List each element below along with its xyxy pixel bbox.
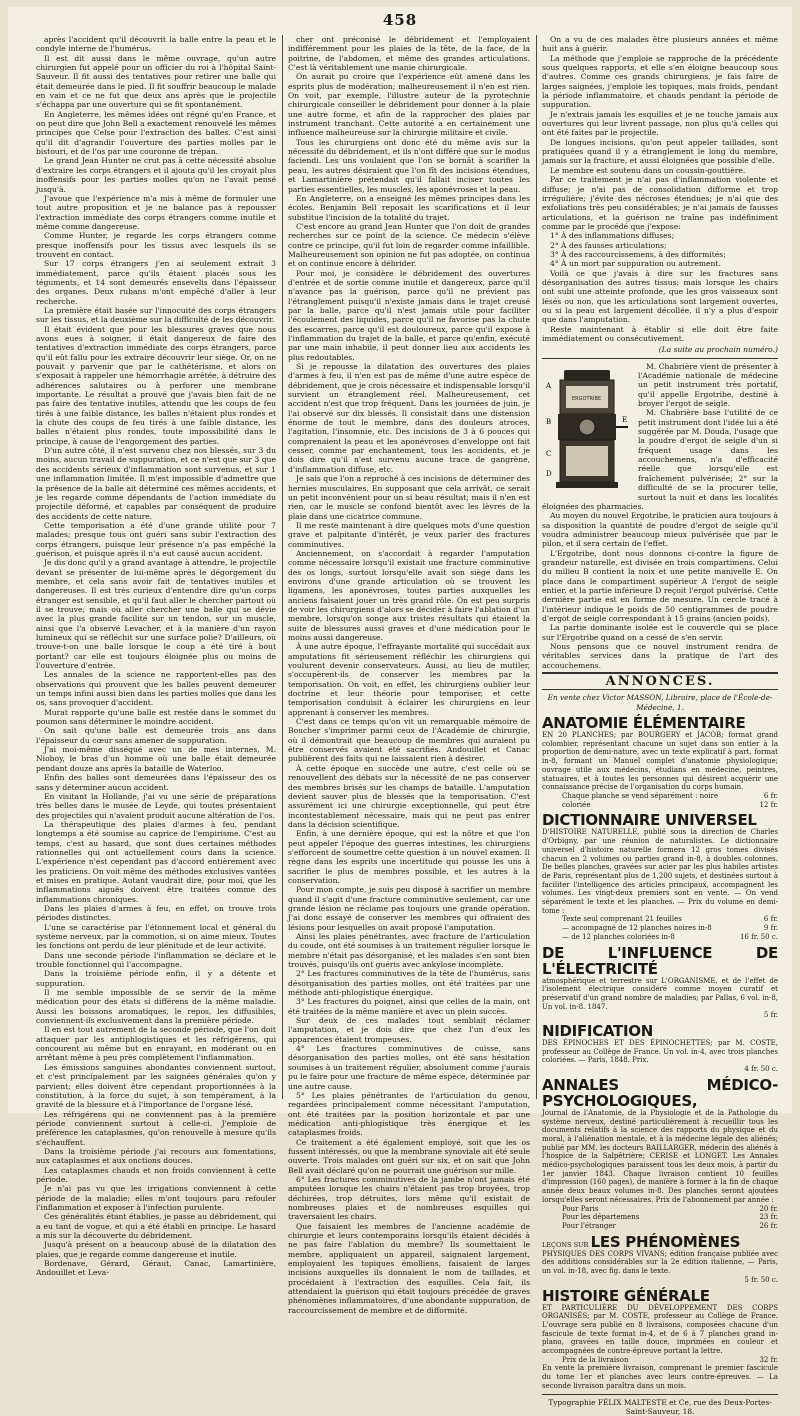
ad-title: HISTOIRE GÉNÉRALE [542,1286,710,1305]
price-label: Chaque planche se vend séparément : noire [562,791,719,800]
figure-label-a: A [546,381,552,390]
advertisement [542,715,778,809]
price-row [542,801,778,810]
figure-label-d: D [546,469,552,478]
ad-body: atmosphérique et terrestre sur L'ORGANISME, et de l'effet de l'isolement électrique considéré comme moyen curatif et préservatif d'un grand nombre de maladies; par Pallas, 6 vol. in-8, Un vol. in-8. 1847. [542,976,778,1011]
price-label: Pour l'étranger [562,1222,616,1230]
ergotribe-paragraph: Nous pensons que ce nouvel instrument rendra de véritables services dans la pratique de l'art des accouchemens. [542,642,778,670]
article-paragraph: La première était basée sur l'innocuité des corps étrangers sur les tissus, et la deuxième sur la difficulté de les découvrir. [36,305,276,325]
article-paragraph: 6° Les fractures comminutives de la jambe n'ont jamais été amputées lorsque les chairs n'étaient pas trop broyées, trop déchirées, trop détruites, lors même qu'il existait de nombreuses plaies et de nombreuses esquilles qui traversaient les chairs. [288,1174,530,1222]
article-paragraph: On sait qu'une balle est demeurée trois ans dans l'épaisseur du cœur sans amener de suppuration. [36,726,276,745]
ad-title: ANATOMIE ÉLÉMENTAIRE [542,714,746,733]
ad-title: DE L'INFLUENCE DE L'ÉLECTRICITÉ [542,943,778,978]
article-paragraph: Il était évident que pour les blessures graves que nous avons eues à soigner, il était dangereux de faire des tentatives d'extraction immédiate des corps étrangers, parce qu'il eût fallu pour les extraire découvrir leur siège. Or, on ne pouvait y parvenir que par le cathétérisme, et alors on s'exposait à rappeler une hémorrhagie arrêtée, à détruire des adhérences salutaires ou à perforer une membrane importante. Le résultat a prouvé que j'avais bien fait de ne pas faire des tentative inutiles, attendu que les coups de feu tirés à une faible distance, les balles n'étaient plus rondes et la chute des coups de feu tirés à une faible distance, les balles n'étaient plus rondes, toute impossibilité dans le principe, à cause de l'engorgement des parties. [36,324,276,446]
article-paragraph: La méthode que j'emploie se rapproche de la précédente sous quelques rapports, et elle s'en éloigne beaucoup sous d'autres. Comme ces grands chirurgiens, je fais faire de larges saignées, j'emploie les topiques, mais froids, pendant la période inflammatoire, et chauds pendant la période de suppuration. [542,53,778,110]
price-label: Prix de la livraison [562,1355,629,1364]
article-paragraph: Tous les chirurgiens ont donc été du même avis sur la nécessité du débridement, et ils n'ont différé que sur le modus faciendi. Les uns voulaient que l'on se bornât à scarifier la peau, les autres désiraient que l'on fît des incisions étendues, et Lamartinière prétendait qu'il fallait inciser toutes les parties essentielles, les muscles, les aponévroses et la peau. [288,137,530,194]
ad-title: NIDIFICATION [542,1022,653,1041]
article-paragraph: La thérapeutique des plaies d'armes à feu, pendant longtemps a été soumise au caprice de l'empirisme. C'est au temps, c'est au hasard, que sont dues certaines méthodes rationnelles qui ont actuellement cours dans la science. L'expérience n'est cependant pas d'accord entièrement avec les praticiens. On voit même des méthodes exclusives vantées et mises en pratique. Autant vaudrait dire, pour moi, que les inflammations aiguës doivent être traitées comme des inflammations chroniques. [36,819,276,904]
article-paragraph: C'est dans ce temps qu'on vit un remarquable mémoire de Boucher s'imprimer parmi ceux de l'Académie de chirurgie, où il démontrait que beaucoup de membres qui auraient pu être conservés avaient été sacrifiés. Andouillet et Canac publièrent des faits qui ne laissaient rien à désirer. [288,717,530,764]
column-3 [542,35,778,1416]
price-value: 5 fr. 50 c. [744,1275,778,1284]
annonces-intro: En vente chez Victor MASSON, Libraire, place de l'École-de-Médecine, 1. [547,693,773,712]
article-paragraph: Il me semble impossible de se servir de la même médication pour des états si différens de la même maladie. Aussi les boissons aromatiques, le repos, les diffusibles, conviennent-ils exclusivement dans la première période. [36,988,276,1026]
price-value: 12 fr. [759,800,778,809]
article-paragraph: Je n'ai pas vu que les irrigations conviennent à cette période de la maladie; elles m'ont toujours paru refouler l'inflammation et exposer à l'infection purulente. [36,1184,276,1212]
ad-body: ET PARTICULIÈRE DU DÉVELOPPEMENT DES CORPS ORGANISÉS; par M. COSTE, professeur au Collège de France. L'ouvrage sera publié en 8 livraisons, composées chacune d'un fascicule de texte format in-4, et de 6 à 7 planches grand in-plano, gravées en taille douce, imprimées en couleur et accompagnées de contre-épreuve portant la lettre. [542,1303,778,1356]
article-paragraph: D'un autre côté, il n'est survenu chez nos blessés, sur 3 du moins, aucun travail de suppuration, et ce n'est que sur 3 que des accidents sérieux d'inflammation sont survenus, et sur 1 une inflammation limitée. Il m'est impossible d'admettre que la présence de la balle ait déterminé ces mêmes accidents, et je les regarde comme dépendants de l'action immédiate du projectile déformé, et capables par conséquent de produire des accidents de cette nature. [36,446,276,521]
price-row [542,933,778,942]
article-paragraph: À une autre époque, l'effrayante mortalité qui succédait aux amputations fit sérieusement réfléchir les chirurgiens qui voulurent devenir conservateurs. Aussi, au lieu de mutiler, s'occupèrent-ils de conserver les membres par la temporisation. On voit, en effet, les chirurgiens oublier leur doctrine et leur théorie pour temporiser, et cette temporisation conduisit à éclairer les chirurgiens en leur apprenant à conserver les membres. [288,642,530,717]
column-2 [288,35,530,1315]
article-paragraph: Bordenave, Gérard, Géraut, Canac, Lamartinière, Andouillet et Leva- [36,1259,276,1278]
advertisement [542,1077,778,1231]
advertisement [542,945,778,1021]
article-paragraph: En Angleterre, on a enseigné les mêmes principes dans les écoles. Benjamin Bell reposait les scarifications et il leur substitue l'incision de la totalité du trajet. [288,193,530,222]
article-paragraph: Dans les plaies d'armes à feu, en effet, on trouve trois périodes distinctes. [36,903,276,923]
price-row [542,1356,778,1365]
figure-label-b: B [546,417,552,426]
article-paragraph: Que faisaient les membres de l'ancienne académie de chirurgie et leurs contemporains lorsqu'ils étaient décidés à ne pas faire l'ablation du membre? Ils soumettaient le membre, appliquaient un appareil, saignaient largement, employaient les topiques émolliens, faisaient de larges incisions auxquelles ils donnaient le nom de taillades, et procédaient à l'extraction des esquilles. Cela fait, ils attendaient la guérison qui était toujours précédée de graves phénomènes inflammatoires, d'une abondante suppuration, de raccourcissement de membre et de difformité. [288,1221,530,1315]
article-paragraph: Ces généralités étant établies, je passe au débridement, qui a eu tant de vogue, et qui a été établi en principe. Le hasard a mis sur la découverte du débridement. [36,1212,276,1240]
price-label: Pour les départemens [562,1213,640,1222]
divider [542,689,778,690]
price-value: 26 fr. [759,1222,778,1230]
ergotribe-paragraph: M. Chabrière vient de présenter à l'Académie nationale de médecine un petit instrument très portatif, qu'il appelle Ergotribe, destiné à broyer l'ergot de seigle. [638,361,778,409]
article-paragraph: Il est dit aussi dans le même ouvrage, qu'un autre chirurgien fut appelé pour un officier du roi à l'hôpital Saint-Sauveur. Il fit aussi des tentatives pour retirer une balle qui était demeurée dans le pied. Il fit souffrir beaucoup le malade en vain et ce ne fut que deux ans après que le projectile s'échappa par une ouverture qui se fit spontanément. [36,53,276,110]
ad-title: DICTIONNAIRE UNIVERSEL [542,811,757,830]
article-paragraph: cher ont préconisé le débridement et l'employaient indifféremment pour les plaies de la tête, de la face, de la poitrine, de l'abdomen, et même des grandes articulations. C'est là véritablement une manie chirurgicale. [288,35,530,73]
price-label: Texte seul comprenant 21 feuilles [562,915,682,924]
article-paragraph: Pour mon compte, je suis peu disposé à sacrifier un membre quand il s'agit d'une fracture comminutive seulement, car une grande lésion ne réclame pas toujours une grande opération. J'ai donc essayé de conserver les membres qui offraient des lésions pour lesquelles on avait proposé l'amputation. [288,885,530,932]
article-paragraph: Le grand Jean Hunter ne crut pas à cette nécessité absolue d'extraire les corps étrangers et il ajouta qu'il les croyait plus inoffensifs pour les parties molles qu'on ne l'avait pensé jusqu'à. [36,156,276,194]
ergotribe-article [542,362,778,670]
article-paragraph: Le membre est soutenu dans un coussin-gouttière. [550,165,746,175]
price-value: 20 fr. [759,1204,778,1213]
article-paragraph: Les cataplasmes chauds et non froids conviennent à cette période. [36,1165,276,1184]
ergotribe-paragraph: La partie dominante isolée est le couvercle qui se place sur l'Ergotribe quand on a cessé de s'en servir. [542,623,778,642]
article-paragraph: Les réfrigérens qui ne conviennent pas à la première période conviennent surtout à celle-ci. J'emploie de préférence les cataplasmes, qu'on renouvelle à mesure qu'ils s'échauffent. [36,1109,276,1147]
article-paragraph: Sur 17 corps étrangers j'en ai seulement extrait 3 immédiatement, parce qu'ils étaient placés sous les téguments, et 14 sont demeurés ensevelis dans l'épaisseur des organes. Deux rubans m'ont empêché d'aller à leur recherche. [36,259,276,306]
article-paragraph: On aurait pu croire que l'expérience eût amené dans les esprits plus de modération; malheureusement il n'en est rien. On voit, par exemple, l'illustre auteur de la pyrotechnie chirurgicale conseiller le débridement pour donner à la plaie une autre forme, et afin de la rapprocher des plaies par instrument tranchant. Cette autorité a en certainement une influence malheureuse sur la chirurgie militaire et civile. [288,72,530,138]
article-paragraph: Cette temporisation a été d'une grande utilité pour 7 malades; presque tous ont guéri sans subir l'extraction des corps étrangers, puisque leur présence n'a pas empêché la guérison, et puisque après il n'a eut causé aucun accident. [36,520,276,558]
article-paragraph: 3° À des raccourcissemens, à des difformités; [550,249,726,259]
price-label: — de 12 planches coloriées in-8 [562,932,675,941]
ergotribe-paragraph: L'Ergotribe, dont nous donnons ci-contre la figure de grandeur naturelle, est divisée en trois compartimens. Celui du milieu B contient la noix et une petite manivelle E. On place dans le compartiment supérieur A l'ergot de seigle entier, et la partie inférieure D reçoit l'ergot pulvérisé. Cette dernière partie est en forme de mesure. Un cercle tracé à l'intérieur indique le poids de 50 centigrammes de poudre d'ergot de seigle correspondant à 15 grains (ancien poids). [542,548,778,623]
column-rule [282,35,283,1099]
ad-body: Journal de l'Anatomie, de la Physiologie et de la Pathologie du système nerveux, destiné particulièrement à recueillir tous les documents relatifs à la science des rapports du physique et du moral, à l'aliénation mentale, et à la médecine légale des aliénés; publié par MM. les docteurs BAILLARGER, médecin des aliénés à l'hospice de la Salpêtrière; CERISE et LONGET. Les Annales médico-psychologiques paraissent tous les deux mois, à partir du 1er janvier 1843. Chaque livraison contient 10 feuilles d'impression (160 pages), de manière à former à la fin de chaque année deux beaux volumes in-8. Des planches seront ajoutées lorsqu'elles seront nécessaires. Prix de l'abonnement par année : [542,1108,778,1204]
article-paragraph: 4° À un mort par suppuration ou autrement. [550,259,721,269]
price-value: 5 fr. [763,1011,778,1020]
continued-note: (La suite au prochain numéro.) [658,345,778,355]
price-value: 23 fr. [759,1213,778,1222]
advertisements [542,715,778,1390]
ergotribe-paragraph: Au moyen du nouvel Ergotribe, le praticien aura toujours à sa disposition la quantité de poudre d'ergot de seigle qu'il voudra administrer beaucoup mieux pulvérisée que par le pilon, et il sera certain de l'effet. [542,511,778,549]
ergotribe-illustration [542,364,632,492]
figure-caption: ERGOTRIBE [572,395,602,402]
newspaper-page [8,7,792,1416]
ad-body: DES ÉPINOCHES ET DES ÉPINOCHETTES; par M. COSTE, professeur au Collège de France. Un vol. in-4, avec trois planches coloriées. — Paris, 1848. Prix. [542,1039,778,1065]
article-paragraph: Voilà ce que j'avais à dire sur les fractures sans désorganisation des autres tissus; mais lorsque les chairs ont subi une atteinte profonde, que les gros vaisseaux sont lésés ou non, que les articulations sont largement ouvertes, ou si la peau est largement décollée, il n'y a plus d'espoir que dans l'amputation. [542,268,778,325]
price-value: 4 fr. 50 c. [744,1065,778,1074]
article-paragraph: Jusqu'à présent on a beaucoup abusé de la dilatation des plaies, que je regarde comme dangereuse et inutile. [36,1240,276,1259]
article-paragraph: Dans une seconde période l'inflammation se déclare et le trouble fonctionnel qui l'accompagne. [36,950,276,970]
article-paragraph: Sur deux de ces malades tout semblait réclamer l'amputation, et je dois dire que chez l'un d'eux les apparences étaient trompeuses. [288,1016,530,1044]
price-row [542,1213,778,1222]
price-value: 32 fr. [759,1355,778,1364]
article-paragraph: Par ce traitement je n'ai pas d'inflammation violente et diffuse; je n'ai pas de consolidation difforme et trop irrégulière; j'évite des nécroses étendues; je n'ai que des exfoliations très peu considérables; je n'ai jamais de fausses articulations, et la guérison ne traîne pas indéfiniment comme par le procédé que j'expose: [542,175,778,231]
article-paragraph: Je sais que l'on a reproché à ces incisions de déterminer des hernies musculaires. En supposant que cela arrivât, ce serait un petit inconvénient pour un si beau résultat; mais il n'en est rien, car le muscle se confond bientôt avec les lèvres de la plaie dans une cicatrice commune. [288,474,530,521]
article-paragraph: Les annales de la science ne rapportent-elles pas des observations qui prouvent que les balles peuvent demeurer un temps infini aussi bien dans les parties molles que dans les os, sans provoquer d'accident. [36,670,277,708]
article-paragraph: Il me reste maintenant à dire quelques mots d'une question grave et palpitante d'intérêt, je veux parler des fractures comminutives. [288,520,530,549]
article-paragraph: Pour moi, je considère le débridement des ouvertures d'entrée et de sortie comme inutile et dangereux, parce qu'il n'avance pas la guérison, parce qu'il ne prévient pas l'étranglement puisqu'il n'existe jamais dans le trajet creusé par la balle, parce qu'il n'est jamais utile pour faciliter l'écoulement des liquides, parce qu'il ne favorise pas la chute des escarres, parce qu'il est douloureux, parce qu'il expose à l'inflammation du trajet de la balle, et parce qu'enfin, exécuté par une main inhabile, il peut donner lieu aux accidents les plus redoutables. [288,268,530,362]
price-value: 9 fr. [763,924,778,933]
article-paragraph: On a vu de ces malades être plusieurs années et même huit ans à guérir. [542,35,778,54]
price-row [542,1011,778,1020]
advertisement [542,1288,778,1391]
article-paragraph: De longues incisions, qu'on peut appeler taillades, sont pratiquées quand il y a étranglement le long du membre, jamais sur la fracture, et aussi éloignées que possible d'elle. [542,137,778,166]
ad-prefix: LEÇONS SUR [542,1240,589,1249]
ad-body: D'HISTOIRE NATURELLE, publié sous la direction de Charles d'Orbigny, par une réunion de naturalistes. Le dictionnaire universel d'histoire naturelle formera 12 gros tomes divisés chacun en 2 volumes ou parties grand in-8, à doubles colonnes. De belles planches, gravées sur acier par les plus habiles artistes de Paris, représentant plus de 1,200 sujets, et destinées surtout à faciliter l'intelligence des articles principaux, accompagnent les volumes. Les vingt-deux premiers sont en vente. — On vend séparément le texte et les planches. — Prix du volume en demi-tome : [542,828,778,915]
price-value: 6 fr. [763,791,778,800]
ergotribe-paragraph: M. Chabrière base l'utilité de ce petit instrument dont l'idée lui a été suggérée par M. Douda, l'usage que la poudre d'ergot de seigle d'un si fréquent usage dans les accouchemens, n'a d'efficacité réelle que lorsqu'elle est fraîchement pulvérisée; 2° sur la difficulté de se la procurer telle, surtout la nuit et dans les localités éloignées des pharmacies. [542,408,778,511]
article-paragraph: Reste maintenant à établir si elle doit être faite immédiatement ou consécutivement. [542,324,778,343]
article-paragraph: Anciennement, on s'accordait à regarder l'amputation comme nécessaire lorsqu'il existait une fracture comminutive des os longs, surtout lorsqu'elle avait son siège dans les environs d'une grande articulation où se trouvent les ligamens, les aponévroses, toutes parties auxquelles les anciens faisaient jouer un très grand rôle. On est peu surpris de voir les chirurgiens d'alors se décider à faire l'ablation d'un membre, lorsqu'on songe aux tristes résultats qui étaient la suite de blessures aussi graves et d'une médication pour le moins aussi dangereuse. [288,548,530,642]
ad-tail: En vente la première livraison, comprenant le premier fascicule du tome 1er et planches avec leurs contre-épreuves. — La seconde livraison paraîtra dans un mois. [542,1364,778,1390]
price-label: — accompagné de 12 planches noires in-8 [562,924,712,933]
advertisement [542,1023,778,1074]
article-paragraph: J'avoue que l'expérience m'a mis à même de formuler une tout autre proposition et je ne balance pas à repousser l'extraction immédiate des corps étrangers comme inutile et même comme dangereuse. [36,193,276,231]
price-row [542,1065,778,1074]
column-rule [536,35,537,1099]
article-paragraph: 3° Les fractures du poignet, ainsi que celles de la main, ont été traitées de la même manière et avec un plein succès. [288,997,530,1016]
article-paragraph: 1° À des inflammations diffuses; [550,231,675,241]
figure-label-e: E [622,415,628,424]
article-paragraph: J'ai moi-même disséqué avec un de mes internes, M. Nioboy, le bras d'un homme où une balle était demeurée pendant douze ans après la bataille de Waterloo. [36,745,276,773]
article-paragraph: Les émissions sanguines abondantes conviennent surtout, et c'est principalement par les saignées générales qu'on y parvient; elles doivent être cependant proportionnées à la constitution, à la force du sujet, à son tempérament, à la gravité de la blessure et à l'importance de l'organe lésé. [36,1062,276,1110]
price-value: 6 fr. [763,915,778,924]
price-row [542,1205,778,1214]
annonces-title: ANNONCES. [605,674,715,690]
price-label: coloriée [562,800,591,809]
article-paragraph: Dans la troisième période j'ai recours aux fomentations, aux cataplasmes et aux onctions douces. [36,1146,276,1166]
article-paragraph: En visitant la Hollande, j'ai vu une série de préparations très belles dans le musée de Leyde, qui toutes présentaient des projectiles qui n'avaient produit aucune altération de l'os. [36,791,276,820]
divider [542,1394,778,1395]
price-row [542,915,778,924]
article-paragraph: Ce traitement a été également employé, soit que les os fussent intéressés, ou que la membrane synoviale ait été seule ouverte. Trois malades ont guéri sur six, et on sait que John Bell avait déclaré qu'on ne pourrait une guérison sur mille. [288,1137,530,1175]
article-paragraph: C'est encore au grand Jean Hunter que l'on doit de grandes recherches sur ce point de la science. Ce médecin s'élève contre ce principe, qu'il fut loin de regarder comme infaillible. Malheureusement son opinion ne fut pas adoptée, on continua et on continue encore à débrider. [288,221,530,269]
price-row [542,1222,778,1231]
article-paragraph: Si je repousse la dilatation des ouvertures des plaies d'armes à feu, il n'en est pas de même d'une autre espèce de débridement, que je crois nécessaire et indispensable lorsqu'il survient un étranglement réel. Malheureusement, cet accident n'est que trop fréquent. Dans les journées de juin, je l'ai observé sur dix blessés. Il consistait dans une distension énorme de tout le membre, dans des douleurs atroces, l'agitation, l'insomnie, etc. Des incisions de 3 à 6 pouces qui comprenaient la peau et les aponévroses d'enveloppe ont fait cesser, comme par enchantement, tous les accidents, et je dois dire qu'il n'est survenu aucune trace de gangrène, d'inflammation diffuse, etc. [288,362,530,474]
article-paragraph: À cette époque en succède une autre, c'est celle où se renouvellent des débats sur la nécessité de ne pas conserver des membres brisés sur les champs de bataille. L'amputation devient sauver plus de blessés que la temporisation. C'est assurément ici une chirurgie exceptionnelle, qui peut être incontestablement nécessaire, mais qui ne peut pas entrer dans la décision scientifique. [288,763,530,829]
article-conclusion [542,35,778,343]
article-paragraph: 2° Les fractures comminutives de la tête de l'humérus, sans désorganisation des parties molles, ont été traitées par une méthode anti-phlogistique énergique. [288,969,530,998]
article-paragraph: 5° Les plaies pénétrantes de l'articulation du genou, regardées principalement comme nécessitant l'amputation, ont été traitées par la position horizontale et par une médication anti-phlogistique très énergique et les cataplasmes froids. [288,1090,530,1138]
ad-body: EN 20 PLANCHES; par BOURGERY et JACOB; format grand colombier, représentant chacune un sujet dans son entier à la proportion de demi-nature, avec un texte explicatif à part, format in-8, formant un Manuel complet d'anatomie physiologique; ouvrage utile aux médecins, étudians en médecine, peintres, statuaires, et à toutes les personnes qui désirent acquérir une connaissance précise de l'organisation du corps humain. [542,731,778,792]
price-row [542,1276,778,1285]
column-1 [36,35,277,1278]
price-value: 16 fr. 50 c. [739,932,778,941]
ad-title: ANNALES MÉDICO-PSYCHOLOGIQUES, [542,1075,778,1110]
page-number: 458 [382,11,418,29]
divider [542,358,778,359]
imprint: Typographie FÉLIX MALTESTE et Ce, rue des Deux-Portes-Saint-Sauveur, 18. [548,1397,772,1416]
article-paragraph: En Angleterre, les mêmes idées ont régné qu'en France, et on peut dire que John Bell a exactement renouvelé les mêmes principes que Celse pour l'extraction des balles. C'est ainsi qu'il dit d'agrandir l'ouverture des parties molles par le bistouri, et de l'os par une couronne de trépan. [36,109,276,157]
article-paragraph: L'une se caractérise par l'étonnement local et général du système nerveux, par la commotion, si on aime mieux. Toutes les fonctions ont perdu de leur plénitude et de leur activité. [36,922,276,951]
article-paragraph: après l'accident qu'il découvrit la balle entre la peau et le condyle interne de l'humérus. [36,35,276,54]
article-paragraph: Murat rapporte qu'une balle est restée dans le sommet du poumon sans déterminer le moindre accident. [36,707,276,727]
price-row [542,924,778,933]
figure-label-c: C [546,449,552,458]
advertisement [542,812,778,941]
ad-title: LES PHÉNOMÈNES [590,1232,741,1251]
article-paragraph: Il en est tout autrement de la seconde période, que l'on doit attaquer par les antiphlogistiques et les réfrigérens, qui concourent au même but en enrayant, en modérant ou en arrêtant même à peu près complètement l'inflammation. [36,1025,276,1063]
article-paragraph: Enfin des balles sont demeurées dans l'épaisseur des os sans y déterminer aucun accident. [36,773,276,792]
article-paragraph: 4° Les fractures comminutives de cuisse, sans désorganisation des parties molles, ont été sans hésitation soumises à un traitement régulier, absolument comme j'aurais pu le faire pour une fracture de même espèce, déterminée par une autre cause. [288,1044,530,1091]
price-row [542,792,778,801]
article-paragraph: Je n'extrais jamais les esquilles et je ne touche jamais aux ouvertures qui leur livrent passage, non plus qu'à celles qui ont été faites par le projectile. [542,109,778,138]
article-paragraph: Comme Hunter, je regarde les corps étrangers comme presque inoffensifs pour les tissus avec lesquels ils se trouvent en contact. [36,231,276,259]
article-paragraph: Ainsi les plaies pénétrantes, avec fracture de l'articulation du coude, ont été soumises à un traitement régulier lorsque le membre n'était pas désorganisé, et les malades s'en sont bien trouvés, puisqu'ils ont guéris avec ankylose incomplète. [288,932,530,970]
article-paragraph: Dans la troisième période enfin, il y a détente et suppuration. [36,969,276,988]
ad-body: PHYSIQUES DES CORPS VIVANS; édition française publiée avec des additions considérables sur la 2e édition italienne, — Paris, un vol. in-18, avec fig. dans le texte. [542,1249,778,1276]
article-paragraph: 2° À des fausses articulations; [550,240,667,250]
article-paragraph: Enfin, à une dernière époque, qui est la nôtre et que l'on peut appeler l'époque des guerres intestines, les chirurgiens s'efforcent de soumettre cette question à un nouvel examen. Il règne dans les esprits une incertitude qui pousse les uns à sacrifier le plus de membres possible, et les autres à la conservation. [288,829,530,885]
price-label: Pour Paris [562,1204,599,1213]
advertisement [542,1234,778,1285]
ergotribe-figure [542,364,632,492]
article-paragraph: Je dis donc qu'il y a grand avantage à attendre, le projectile devant se présenter de lui-même après le dégorgement du membre, et cela sans avoir fait de tentatives inutiles et dangereuses. Il est très curieux d'entendre dire qu'un corps étranger est sensible, et qu'il faut aller le chercher partout où il se trouve; mais où aller chercher une balle qui se dévie avec la plus grande facilité sur un tendon, sur un muscle, ainsi que l'a observé Levacher, et à la manière d'un rayon lumineux qui se réfléchit sur une surface polie? D'ailleurs, où trouve-t-on une balle lorsque le coup a été tiré à bout portant? car elle est toujours éloignée plus ou moins de l'ouverture d'entrée. [36,558,276,671]
